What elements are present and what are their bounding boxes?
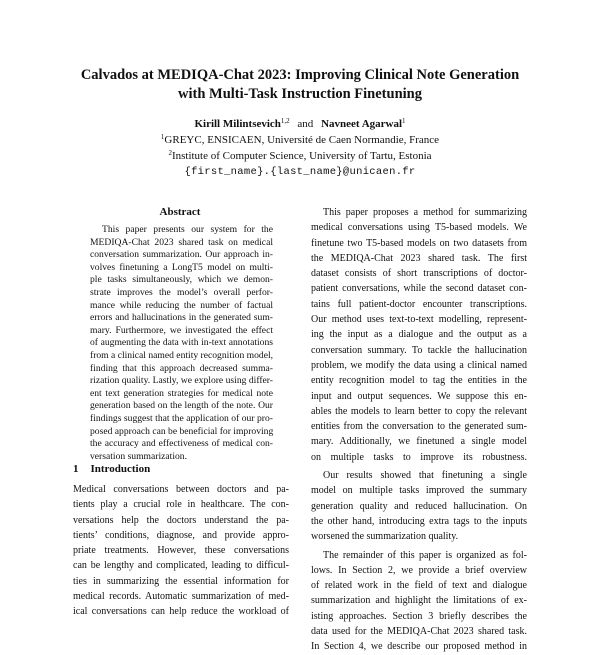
text-line: conversation summarization. Our approach in- [90,249,273,261]
author-1-affil: 1,2 [280,117,290,125]
author-2-affil: 1 [402,117,406,125]
title-line-2: with Multi-Task Instruction Finetuning [177,86,422,102]
text-line: ical conversations can help reduce the workload of [73,606,289,618]
right-column [311,205,527,655]
text-line: rization quality. Lastly, we explore using differ- [90,375,273,387]
section-heading [73,463,150,475]
author-email: {first_name}.{last_name}@unicaen.fr [184,166,416,178]
text-line: tients play a crucial role in healthcare. The con- [73,499,289,511]
text-line: can be lengthy and complicated, leading to difficul- [73,560,289,572]
text-line: finetune two T5-based models on two datasets from [311,237,527,249]
section-title: Introduction [90,463,151,475]
affiliation-1-marker: 1 [160,133,165,141]
text-line: summarization and highlight the limitations of ex- [311,595,527,607]
text-line: Medical conversations between doctors and pa- [73,484,289,495]
affiliation-2 [80,148,520,164]
text-line: from a clinical named entity recognition model, [90,349,274,361]
text-line: tients’ conditions, diagnose, and provide appro- [73,529,289,541]
section-number: 1 [73,463,79,475]
text-line: ing the input as a dialogue and the output as a [311,329,527,341]
text-line: MEDIQA-Chat 2023 shared task on medical [90,236,273,248]
text-line: model on multiple tasks improved the summary [311,485,527,497]
text-line: mance while reducing the number of factual [90,299,273,311]
text-line: posed approach can be beneficial for improving [90,425,274,437]
author-2: Navneet Agarwal [321,118,403,130]
text-line: patient conversations, while the second dataset con- [311,283,527,295]
text-line: the MEDIQA-Chat 2023 shared task. The first [311,252,527,264]
title-line-1: Calvados at MEDIQA-Chat 2023: Improving Clinical Note Generation [80,67,520,83]
text-line: errors and hallucinations in the generated sum- [90,312,273,324]
author-names [80,116,520,132]
affiliation-1-text: GREYC, ENSICAEN, Université de Caen Normandie, France [164,134,440,146]
text-line: of augmenting the data with in-text annotations [90,337,273,349]
introduction-body [73,482,289,620]
text-line: This paper presents our system for the [102,224,273,235]
text-line: mary. Furthermore, we investigated the effect [90,324,273,336]
text-line: the accuracy and effectiveness of medical con- [90,438,273,450]
text-line: versation summarization. [90,450,187,462]
text-line: dataset consists of short transcriptions of doctor- [311,268,527,280]
text-line: problem, we modify the data using a clinical named [311,359,527,371]
abstract-body [90,224,273,463]
text-line: mary. Additionally, we finetuned a single model [311,436,527,448]
text-line: priate treatments. However, these conversations [73,545,289,557]
text-line: medical records. Automatic summarization of med- [73,591,289,603]
paragraph-2 [311,468,527,544]
text-line: lows. In Section 2, we provide a brief overview [311,564,527,576]
text-line: of related work in the field of text and dialogue [311,580,527,592]
author-conjunction: and [297,118,314,130]
text-line: conversation summary. To tackle the hallucination [311,344,527,356]
text-line: versations help the doctors understand the pa- [73,514,289,526]
text-line: on multiple tasks to improve its robustness. [311,451,527,463]
text-line: Our results showed that finetuning a single [323,470,527,482]
paper-title [60,66,540,104]
text-line: generation based on the length of the note. Our [90,400,273,412]
text-line: worsened the summarization quality. [311,531,459,543]
text-line: ables the models to learn better to copy the relevant [311,405,527,417]
text-line: tains full patient-doctor encounter transcriptions. [311,298,527,310]
paragraph-1 [311,205,527,465]
text-line: the other hand, introducing extra tags to the inputs [311,515,527,527]
text-line: isting approaches. Section 3 briefly describes the [311,610,527,622]
text-line: The remainder of this paper is organized as fol- [323,549,527,561]
affiliation-2-marker: 2 [168,149,172,157]
author-1: Kirill Milintsevich [194,118,281,130]
text-line: findings suggest that the application of our pro- [90,412,273,424]
text-line: This paper proposes a method for summarizing [323,207,527,218]
text-line: strate improves the model’s overall perfor- [90,286,273,298]
paragraph-3 [311,548,527,655]
text-line: ent text generation strategies for medical note [90,387,273,399]
text-line: medical conversations using T5-based models. We [311,222,527,234]
text-line: entity recognition model to tag the entities in the [311,375,527,387]
text-line: Our method uses text-to-text modelling, represent- [311,314,527,326]
text-line: ple tasks simultaneously, which we demon- [90,274,273,286]
text-line: In Section 4, we describe our proposed method in [311,641,527,653]
author-block [80,116,520,180]
affiliation-1 [80,132,520,148]
text-line: generation quality and reduced hallucination. On [311,500,527,512]
affiliation-2-text: Institute of Computer Science, University of Tartu, Estonia [171,150,432,162]
text-line: finding that this approach decreased summa- [90,362,273,374]
text-line: entities from the conversation to the generated sum- [311,421,527,433]
text-line: ties in summarizing the essential information for [73,575,289,587]
abstract-heading: Abstract [159,206,201,218]
text-line: data used for the MEDIQA-Chat 2023 shared task. [311,626,527,638]
text-line: volves finetuning a LongT5 model on multi- [90,261,273,273]
text-line: input and output sequences. We suppose this en- [311,390,527,402]
